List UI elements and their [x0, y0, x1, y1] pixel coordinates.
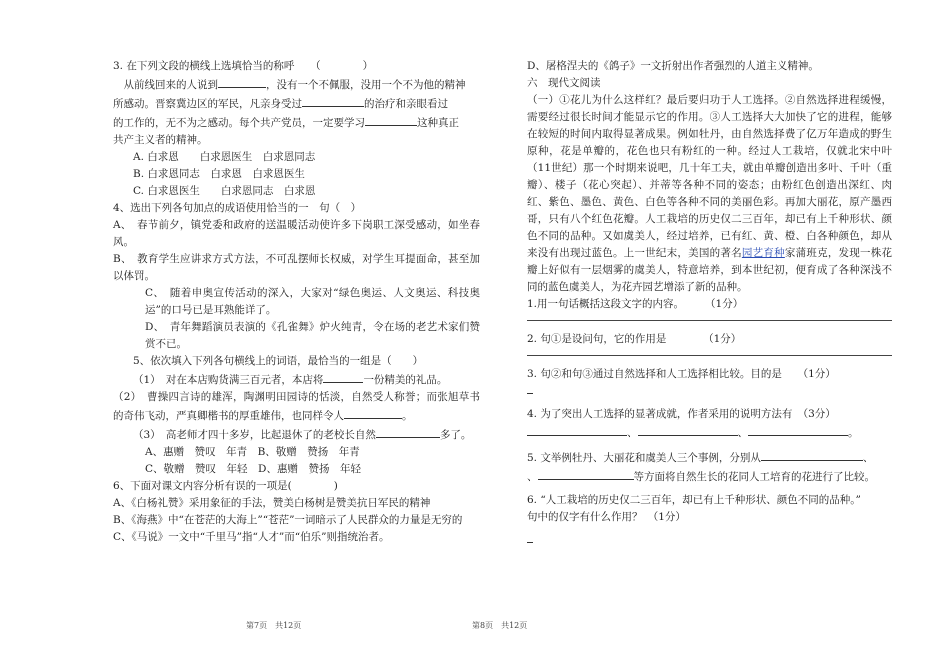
left-page — [113, 58, 480, 546]
q4-option-a: A、 春节前夕，镇党委和政府的送温暖活动使许多下岗职工深受感动，如坐春风。 — [113, 219, 480, 248]
passage-link[interactable]: 园艺育种 — [741, 247, 785, 259]
reading-q6: 6. “人工栽培的历史仅二三百年，却已有上千种形状、颜色不同的品种。” — [527, 494, 861, 506]
q3-blank-1[interactable] — [218, 75, 266, 88]
q6-option-b: B、《海燕》中“在苍茫的大海上”“苍茫”一词暗示了人民群众的力量是无穷的 — [113, 514, 463, 526]
section-title: 六 现代文阅读 — [527, 77, 601, 89]
q3-line-4: 共产主义者的精神。 — [113, 134, 208, 146]
answer-line-q2[interactable] — [527, 354, 892, 356]
page-footer-left: 第7页 共12页 — [246, 621, 302, 630]
q5-blank-a[interactable] — [761, 448, 863, 461]
reading-q5: 5. 文举例牡丹、大丽花和虞美人三个事例，分别从 、 — [527, 448, 892, 467]
q4-option-b: B、 教育学生应讲求方式方法，不可乱摆师长权威，对学生耳提面命，甚至加以体罚。 — [113, 253, 480, 282]
answer-line-q1[interactable] — [527, 319, 892, 321]
q6-option-c: C、《马说》一文中“千里马”指“人才”而“伯乐”则指统治者。 — [113, 531, 390, 543]
q4-title: 4、选出下列各句加点的成语使用恰当的一 句（ ） — [113, 202, 362, 214]
right-page — [527, 58, 892, 549]
q5-blank-1[interactable] — [323, 370, 363, 383]
q3-line-3: 的工作的，无不为之感动。每个共产党员，一定要学习 这种真正 — [113, 113, 480, 132]
q6-option-a: A、《白杨礼赞》采用象征的手法，赞美白杨树是赞美抗日军民的精神 — [113, 497, 431, 509]
q3-option-c: C. 白求恩医生 白求恩同志 白求恩 — [133, 185, 316, 197]
q3-blank-2[interactable] — [302, 94, 364, 107]
q5-blank-b[interactable] — [538, 467, 634, 480]
q6-answer-mark[interactable] — [527, 532, 892, 549]
q3-answer-mark[interactable] — [527, 383, 892, 400]
q4-blank-1[interactable] — [527, 423, 627, 436]
q5-blank-2[interactable] — [344, 406, 402, 419]
reading-q6-cont: 句中的仅字有什么作用？ （1分） — [527, 511, 686, 523]
q5-sentence-1: （1） 对在本店购货满三百元者，本店将 一份精美的礼品。 — [113, 370, 480, 389]
q3-line-2: 所感动。晋察冀边区的军民，凡亲身受过 的治疗和亲眼看过 — [113, 94, 480, 113]
q4-answer-blanks: 、 、 。 — [527, 423, 892, 442]
q6-option-d: D、屠格涅夫的《鸽子》一文折射出作者强烈的人道主义精神。 — [527, 60, 819, 72]
q5-blank-3[interactable] — [376, 425, 440, 438]
reading-q2: 2. 句①是设问句，它的作用是 （1分） — [527, 333, 742, 345]
q4-option-c: C、 随着申奥宣传活动的深入，大家对“绿色奥运、人文奥运、科技奥运”的口号已是耳熟能详了。 — [145, 287, 480, 316]
reading-q5-cont: 、 等方面将自然生长的花同人工培育的花进行了比较。 — [527, 467, 892, 486]
q3-blank-3[interactable] — [365, 113, 417, 126]
reading-q4: 4. 为了突出人工选择的显著成就，作者采用的说明方法有 （3分） — [527, 408, 836, 420]
q5-title: 5、依次填入下列各句横线上的词语，最恰当的一组是（ ） — [133, 355, 424, 367]
q3-option-b: B. 白求恩同志 白求恩 白求恩医生 — [133, 168, 305, 180]
q3-title: 3. 在下列文段的横线上选填恰当的称呼 （ ） — [113, 60, 374, 72]
reading-q1: 1.用一句话概括这段文字的内容。 （1分） — [527, 298, 744, 310]
q4-blank-2[interactable] — [638, 423, 738, 436]
q5-sentence-2: （2） 曹操四言诗的雄浑，陶渊明田园诗的恬淡，自然受人称誉；而张旭草书的奇伟飞动，严真卿楷书的厚重雄伟，也同样令人 。 — [113, 391, 480, 422]
reading-passage: （一）①花儿为什么这样红？最后要归功于人工选择。②自然选择进程缓慢，需要经过很长时间才能显示它的作用。③人工选择大大加快了它的进程，能够在较短的时间内取得显著成果。例如牡丹，由自然选择费了亿万年造成的野生原种，花是单瓣的，花色也只有粉红的一种。经过人工栽培，仅就北宋中叶（11世纪）那一个时期来说吧，几十年工夫，就由单瓣创造出多叶、千叶（重瓣）、楼子（花心突起）、并蒂等各种不同的姿态；由粉红色创造出深红、肉红、紫色、墨色、黄色、白色等各种不同的美丽色彩。再加大丽花，原产墨西哥，只有八个红色花瓣。人工栽培的历史仅二三百年，却已有上千种形状、颜色不同的品种。又如虞美人，经过培养，已有红、黄、橙、白各种颜色，却从来没有出现过蓝色。上一世纪末，美国的著名园艺育种家蒲班克，发现一株花瓣上好似有一层烟雾的虞美人，特意培养，到本世纪初，便育成了各种深浅不同的蓝色虞美人，为花卉园艺增添了新的品种。 — [527, 94, 893, 293]
q5-options-cd: C、敬赠 赞叹 年轻 D、惠赠 赞扬 年轻 — [145, 463, 361, 475]
q4-blank-3[interactable] — [748, 423, 848, 436]
q3-option-a: A. 白求恩 白求恩医生 白求恩同志 — [133, 151, 316, 163]
q4-option-d: D、 青年舞蹈演员表演的《孔雀舞》炉火纯青，令在场的老艺术家们赞赏不已。 — [145, 321, 480, 350]
q5-options-ab: A、惠赠 赞叹 年青 B、敬赠 赞扬 年青 — [145, 446, 360, 458]
q5-sentence-3: （3） 高老师才四十多岁，比起退休了的老校长自然 多了。 — [113, 425, 480, 444]
page-footer-right: 第8页 共12页 — [472, 621, 528, 630]
q3-line-1: 从前线回来的人说到 ，没有一个不佩服，没用一个不为他的精神 — [113, 75, 480, 94]
q6-title: 6、下面对课文内容分析有误的一项是( ) — [113, 480, 338, 492]
reading-q3: 3. 句②和句③通过自然选择和人工选择相比较。目的是 （1分） — [527, 368, 836, 380]
